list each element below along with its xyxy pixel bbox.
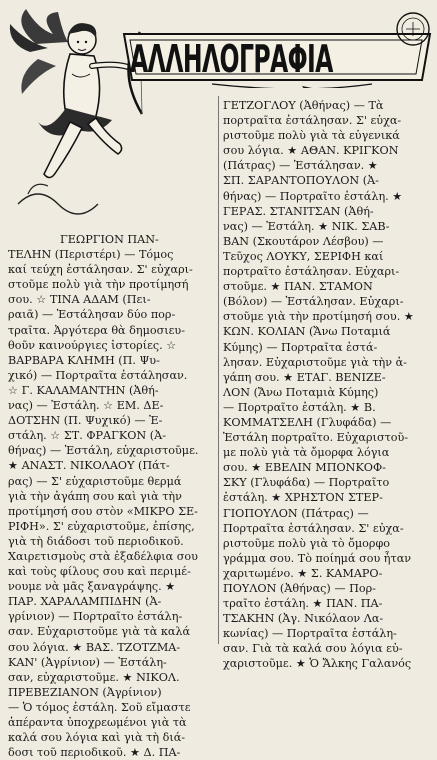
text-line: γιὰ τὴ διάδοσι τοῦ περιοδικοῦ.	[8, 534, 184, 548]
text-line: καλά σου λόγια καὶ γιὰ τὴ διά-	[8, 731, 186, 745]
text-line: ἀπέραντα ὑποχρεωμένοι γιὰ τὰ	[8, 716, 187, 729]
text-line: θοῦν καινούργιες ἱστορίες. ☆	[8, 338, 177, 352]
text-line: ΓΕΤΖΟΓΛΟΥ (Ἀθήνας) — Τὰ	[223, 99, 384, 112]
text-line: ΠΡΕΒΕΖΙΑΝΟΝ (Ἀγρίνιον)	[8, 685, 162, 699]
text-line: ΣΠ. ΣΑΡΑΝΤΟΠΟΥΛΟΝ (Ἀ-	[223, 174, 379, 188]
text-line: ΡΙΦΗ». Σ' εὐχαριστοῦμε, ἐπίσης,	[8, 519, 195, 533]
text-line: Πορτραῖτα ἐστάλησαν. Σ' εὐχα-	[223, 521, 404, 535]
text-line: δοσι τοῦ περιοδικοῦ. ★ Δ. ΠΑ-	[8, 746, 181, 760]
text-line: ΚΑΝ' (Ἀγρίνιον) — Ἐστάλη-	[8, 655, 167, 669]
text-line: πορτραῖτο ἐστάλησαν. Εὐχαρι-	[223, 265, 400, 279]
text-line: στάλη. ☆ ΣΤ. ΦΡΑΓΚΟΝ (Ἀ-	[8, 429, 166, 443]
text-line: καὶ τοὺς φίλους σου καὶ περιμέ-	[8, 565, 191, 579]
text-line: στοῦμε πολὺ γιὰ τὴν προτίμησή	[8, 278, 189, 292]
text-line: θήνας) — Πορτραῖτο ἐστάλη. ★	[223, 189, 403, 203]
text-line: ΚΩΝ. ΚΟΛΙΑΝ (Ἄνω Ποταμιά	[223, 325, 391, 339]
text-line: λησαν. Εὐχαριστοῦμε γιὰ τὴν ἀ-	[223, 355, 407, 369]
text-line: (Πάτρας) — Ἐστάλησαν. ★	[223, 159, 378, 173]
text-line: σαν. Γιὰ τὰ καλά σου λόγια εὐ-	[223, 642, 403, 656]
page-title: ΑΛΛΗΛΟΓΡΑΦΙΑ	[130, 37, 333, 81]
text-line: σου λόγια. ★ ΒΑΣ. ΤΖΟΤΖΜΑ-	[8, 640, 181, 654]
text-line: Χαιρετισμοὺς στὰ ἐξαδέλφια σου	[8, 549, 198, 563]
text-line: ☆ Γ. ΚΑΛΑΜΑΝΤΗΝ (Ἀθή-	[8, 383, 159, 397]
text-line: στοῦμε γιὰ τὴν προτίμησή σου. ★	[223, 310, 414, 324]
text-line: ΤΕΛΗΝ (Περιστέρι) — Τόμος	[8, 248, 174, 262]
text-line: ★ ΑΝΑΣΤ. ΝΙΚΟΛΑΟΥ (Πάτ-	[8, 459, 170, 473]
text-line: ΚΟΜΜΑΤΣΕΛΗ (Γλυφάδα) —	[223, 415, 392, 429]
text-line: ριστοῦμε πολὺ γιὰ τὸ ὄμορφο	[223, 536, 391, 550]
text-line: πορτραῖτα ἐστάλησαν. Σ' εὐχα-	[223, 114, 402, 128]
text-line: Κύμης) — Πορτραῖτα ἐστά-	[223, 340, 378, 354]
text-line: ριστοῦμε πολὺ γιὰ τὰ εὐγενικά	[223, 129, 400, 143]
text-line: ΓΕΡΑΣ. ΣΤΑΝΙΤΣΑΝ (Ἀθή-	[223, 204, 374, 218]
text-line: — Ὁ τόμος ἐστάλη. Σοῦ εἴμαστε	[8, 700, 191, 714]
text-line: Ἐστάλη πορτραῖτο. Εὐχαριστοῦ-	[223, 431, 409, 445]
text-line: γρίνιον) — Πορτραῖτο ἐστάλη-	[8, 610, 183, 624]
text-line: σου. ★ ΕΒΕΛΙΝ ΜΠΟΝΚΟΦ-	[223, 461, 386, 475]
column-divider	[218, 96, 219, 644]
text-line: σαν. Εὐχαριστοῦμε γιὰ τὰ καλά	[8, 625, 191, 639]
text-line: θήνας) — Ἐστάλη, εὐχαριστοῦμε.	[8, 444, 199, 458]
text-line: ΠΟΥΛΟΝ (Ἀθήνας) — Πορ-	[223, 582, 376, 595]
text-line: ρας) — Σ' εὐχαριστοῦμε θερμά	[8, 474, 182, 488]
text-line: ΣΚΥ (Γλυφάδα) — Πορτραῖτο	[223, 476, 390, 490]
text-line: σου λόγια. ★ ΑΘΑΝ. ΚΡΙΓΚΟΝ	[223, 144, 399, 158]
text-line: στοῦμε. ★ ΠΑΝ. ΣΤΑΜΟΝ	[223, 280, 373, 294]
right-column-text	[223, 98, 431, 672]
text-line: χαριστοῦμε. ★ Ὁ Ἄλκης Γαλανός	[223, 657, 412, 671]
text-line: (Βόλον) — Ἐστάλησαν. Εὐχαρι-	[223, 295, 404, 309]
text-line: ΠΑΡ. ΧΑΡΑΛΑΜΠΙΔΗΝ (Ἀ-	[8, 595, 162, 609]
text-line: τραῖτα. Ἀργότερα θὰ δημοσιευ-	[8, 323, 186, 337]
text-line: τραῖτο ἐστάλη. ★ ΠΑΝ. ΠΑ-	[223, 597, 383, 611]
text-line: νουμε νὰ μᾶς ξαναγράψης. ★	[8, 580, 176, 594]
text-line: γάπη σου. ★ ΕΤΑΓ. ΒΕΝΙΖΕ-	[223, 370, 386, 384]
text-line: γράμμα σου. Τὸ ποίημά σου ἦταν	[223, 551, 412, 565]
text-line: ΤΣΑΚΗΝ (Ἀγ. Νικόλαον Λα-	[223, 612, 384, 626]
text-line: καί τεύχη ἐστάλησαν. Σ' εὐχαρι-	[8, 263, 193, 277]
text-line: προτίμησή σου στὸν «ΜΙΚΡΟ ΣΕ-	[8, 504, 198, 518]
text-line: ΓΕΩΡΓΙΟΝ ΠΑΝ-	[60, 233, 159, 246]
text-line: ραιᾶ) — Ἐστάλησαν δύο πορ-	[8, 308, 176, 322]
text-line: ΛΟΝ (Ἄνω Ποταμιὰ Κύμης)	[223, 385, 379, 399]
seal-stamp-icon	[394, 10, 432, 48]
text-line: χαριτωμένο. ★ Σ. ΚΑΜΑΡΟ-	[223, 566, 383, 580]
text-line: — Πορτραῖτο ἐστάλη. ★ Β.	[223, 400, 376, 414]
text-line: σου. ☆ ΤΙΝΑ ΑΔΑΜ (Πει-	[8, 293, 151, 307]
left-column-text	[8, 232, 214, 760]
text-line: νας) — Ἐστάλη. ★ ΝΙΚ. ΣΑΒ-	[223, 219, 390, 233]
text-line: κωνίας) — Πορτραῖτα ἐστάλη-	[223, 627, 397, 641]
text-line: ἐστάλη. ★ ΧΡΗΣΤΟΝ ΣΤΕΡ-	[223, 491, 383, 505]
text-line: ΓΙΟΠΟΥΛΟΝ (Πάτρας) —	[223, 506, 369, 520]
text-line: ΒΑΝ (Σκουτάρον Λέσβου) —	[223, 234, 384, 248]
text-line: χικό) — Πορτραῖτα ἐστάλησαν.	[8, 368, 188, 382]
text-line: ΔΟΤΣΗΝ (Π. Ψυχικό) — Ἐ-	[8, 414, 163, 428]
text-line: γιὰ τὴν ἀγάπη σου καὶ γιὰ τὴν	[8, 489, 182, 503]
text-line: νας) — Ἐστάλη. ☆ ΕΜ. ΔΕ-	[8, 399, 164, 413]
text-line: σαν, εὐχαριστοῦμε. ★ ΝΙΚΟΛ.	[8, 670, 180, 684]
text-line: με πολὺ γιὰ τὰ ὄμορφα λόγια	[223, 446, 390, 460]
text-line: ΒΑΡΒΑΡΑ ΚΛΗΜΗ (Π. Ψυ-	[8, 353, 160, 367]
text-line: Τεῦχος ΛΟΥΚΥ, ΣΕΡΙΦΗ καί	[223, 249, 384, 263]
